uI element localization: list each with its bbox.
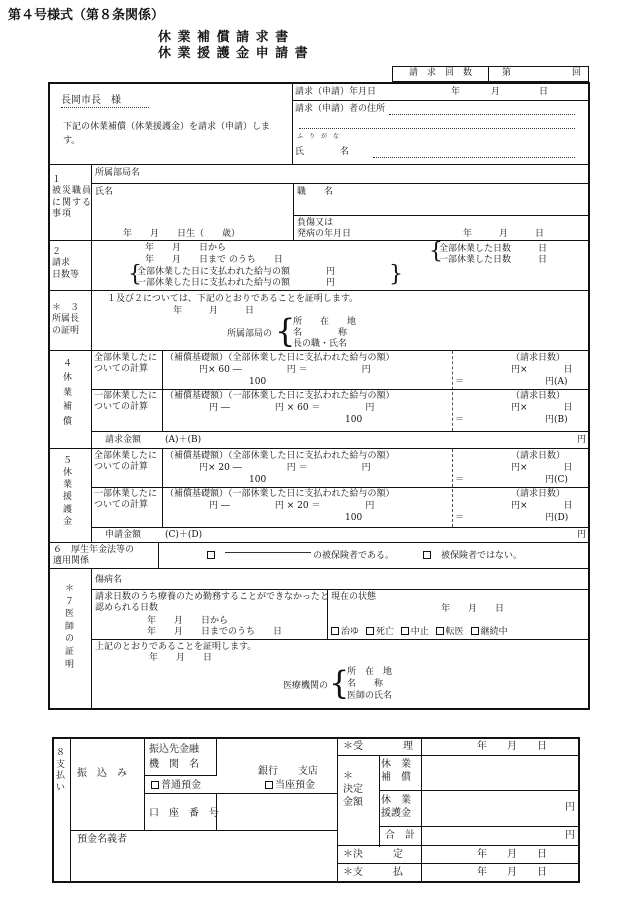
decided-label: ＊決 定 <box>343 849 403 860</box>
section-5 <box>49 449 589 543</box>
payment-method: 振 込 み <box>77 768 127 779</box>
current-deposit-checkbox[interactable] <box>265 781 273 789</box>
status-cured: 治ゆ <box>341 627 360 637</box>
inst-of-label: 医療機関の <box>283 681 329 691</box>
status-stopped-checkbox[interactable] <box>401 627 409 635</box>
claim-date-year[interactable]: 年 <box>451 87 461 97</box>
s5-part-right: 円× 日 <box>511 501 573 511</box>
s4-part-label: 一部休業したについての計算 <box>94 391 158 412</box>
status-died-checkbox[interactable] <box>366 627 374 635</box>
supp-unit: 円 <box>565 802 575 813</box>
claim-count-box <box>392 66 589 82</box>
current-deposit: 当座預金 <box>275 780 315 791</box>
status-label: 現在の状態 <box>331 592 377 602</box>
doctor-cert-date: 年 月 日 <box>149 653 213 663</box>
bank-label: 振込先金融 機 関 名 <box>149 744 199 770</box>
section-8 <box>53 738 579 882</box>
applicant-name-field[interactable] <box>373 157 575 158</box>
part-paid-amount: 一部休業した日に支払われた給与の額 円 <box>137 278 336 288</box>
addressee: 長岡市長 様 <box>61 95 121 106</box>
bank-branch: 銀行 支店 <box>258 766 318 777</box>
claim-count-prefix: 第 <box>502 68 512 78</box>
section-3-label: ＊ ３ 所属長 の証明 <box>52 303 80 336</box>
supp-label: 休 業 援護金 <box>381 795 411 819</box>
paid-label: ＊支 払 <box>343 867 403 878</box>
status-transferred: 転医 <box>445 627 464 637</box>
s4-part-formula: 円 ― 円 × 60 ＝ 円 <box>209 403 375 413</box>
period-from: 年 月 日から <box>145 243 227 253</box>
s5-full-formula: 円× 20 ― 円 ＝ 円 <box>199 463 371 473</box>
not-insured-text: 被保険者ではない。 <box>441 551 523 561</box>
section-2: ２ 請求 日数等 年 月 日から 年 月 日まで のうち 日 { 全部休業した日に支払われた給与の額 円 一部休業した日に支払われた給与の額 円 } { 全部休業した日数 日 一部休業した日数 日 <box>49 241 589 291</box>
s4-sum-unit: 円 <box>577 435 587 445</box>
absence-from: 年 月 日から <box>147 616 229 626</box>
intro-text: 下記の休業補償（休業援護金）を請求（申請）します。 <box>63 122 271 146</box>
s5-full-result: ＝ 円(C) <box>455 475 568 485</box>
applicant-address-label: 請求（申請）者の住所 <box>295 104 386 114</box>
s4-full-right: 円× 日 <box>511 365 573 375</box>
ordinary-deposit-checkbox[interactable] <box>151 781 159 789</box>
s5-sum-formula: (C)＋(D) <box>165 530 203 540</box>
section-5-label: ５ 休業援護金 <box>63 456 73 527</box>
s4-full-label: 全部休業したについての計算 <box>94 353 158 374</box>
dept-name: 名 称 <box>293 328 348 338</box>
ordinary-deposit: 普通預金 <box>161 780 201 791</box>
status-continuing: 継続中 <box>480 627 508 637</box>
s4-part-days-header: （請求日数） <box>511 391 566 401</box>
absence-days-label: 請求日数のうち療養のため勤務することができなかったと認められる日数 <box>95 592 330 614</box>
status-died: 死亡 <box>375 627 394 637</box>
s5-part-result: ＝ 円(D) <box>455 513 569 523</box>
s5-full-header: （補償基礎額）（全部休業した日に支払われた給与の額） <box>165 451 395 461</box>
doctor-cert-statement: 上記のとおりであることを証明します。 <box>95 642 257 652</box>
employee-name-label: 氏名 <box>95 187 114 197</box>
s5-sum-label: 申請金額 <box>105 530 142 540</box>
s4-part-header: （補償基礎額）（一部休業した日に支払われた給与の額） <box>165 391 395 401</box>
section-3-statement: １及び２については、下記のとおりであることを証明します。 <box>107 294 359 304</box>
status-cured-checkbox[interactable] <box>331 627 339 635</box>
dept-of-label: 所属部局の <box>227 329 273 339</box>
part-days: 一部休業した日数 日 <box>439 255 548 265</box>
s4-full-days-header: （請求日数） <box>511 353 566 363</box>
section-1-label: １ 被災職員に関する事項 <box>52 175 93 219</box>
section-4-label: ４ 休業補償 <box>63 359 73 427</box>
form-title-1: 休 業 補 償 請 求 書 <box>158 30 290 45</box>
doctor-name: 医師の氏名 <box>347 691 393 701</box>
claim-count-field[interactable] <box>489 67 589 82</box>
period-to: 年 月 日まで のうち 日 <box>145 255 283 265</box>
insured-checkbox[interactable] <box>207 551 215 559</box>
s5-full-denom: 100 <box>249 475 267 485</box>
s5-sum-unit: 円 <box>577 530 587 540</box>
total-unit: 円 <box>565 830 575 841</box>
s5-part-label: 一部休業したについての計算 <box>94 489 158 510</box>
s5-full-days-header: （請求日数） <box>511 451 566 461</box>
inst-name: 名 称 <box>347 679 384 689</box>
dept-label: 所属部局名 <box>95 168 141 178</box>
applicant-name-label: 氏 名 <box>295 147 350 157</box>
injury-date-label: 負傷又は 発病の年月日 <box>297 218 352 239</box>
status-options <box>331 627 508 638</box>
decided-amount-label: ＊ 決定 金額 <box>343 771 363 808</box>
s4-full-denom: 100 <box>249 377 267 387</box>
claim-count-suffix: 回 <box>571 68 581 78</box>
full-paid-amount: 全部休業した日に支払われた給与の額 円 <box>137 267 336 277</box>
section-3: ＊ ３ 所属長 の証明 １及び２については、下記のとおりであることを証明します。 年 月 日 所属部局の { 所 在 地 名 称 長の職・氏名 <box>49 291 589 351</box>
dept-address: 所 在 地 <box>293 317 357 327</box>
section-6-label: ６ 厚生年金法等の 適用関係 <box>53 545 135 566</box>
s4-part-result: ＝ 円(B) <box>455 415 568 425</box>
absence-to: 年 月 日までのうち 日 <box>147 627 283 637</box>
dept-chief: 長の職・氏名 <box>293 339 348 349</box>
account-number-label: 口 座 番 号 <box>149 808 219 819</box>
section-7: ＊ ７ 医師の証明 傷病名 請求日数のうち療養のため勤務することができなかったと認められる日数 年 月 日から 年 月 日までのうち 日 現在の状態 年 月 日 治ゆ 死亡 中止 転医 継続中 上記のとおりであることを証明します。 年 月 日 医療機関の { 所 在 地 名 称 医師の氏名 <box>49 569 589 709</box>
section-2-label: ２ 請求 日数等 <box>52 247 80 280</box>
status-continuing-checkbox[interactable] <box>471 627 479 635</box>
s4-sum-label: 請求金額 <box>105 435 142 445</box>
claim-date-day[interactable]: 日 <box>539 87 549 97</box>
form-title-2: 休 業 援 護 金 申 請 書 <box>158 46 309 61</box>
section-3-date: 年 月 日 <box>173 306 255 316</box>
full-days: 全部休業した日数 日 <box>439 244 548 254</box>
injury-date: 年 月 日 <box>463 229 545 239</box>
claim-date-month[interactable]: 月 <box>491 87 501 97</box>
section-6 <box>49 543 589 569</box>
section-8-label: ８ 支払い <box>56 748 66 794</box>
applicant-address-field[interactable] <box>389 114 575 115</box>
section-7-label: ＊ ７ 医師の証明 <box>65 584 75 670</box>
s5-part-header: （補償基礎額）（一部休業した日に支払われた給与の額） <box>165 489 395 499</box>
decided-date: 年 月 日 <box>477 849 547 860</box>
s5-full-label: 全部休業したについての計算 <box>94 451 158 472</box>
not-insured-checkbox[interactable] <box>423 551 431 559</box>
s5-part-days-header: （請求日数） <box>511 489 566 499</box>
s4-part-denom: 100 <box>345 415 363 425</box>
s4-part-right: 円× 日 <box>511 403 573 413</box>
comp-label: 休 業 補 償 <box>381 759 411 783</box>
claim-date-label: 請求（申請）年月日 <box>295 87 377 97</box>
received-label: ＊受 理 <box>343 741 413 752</box>
s5-part-denom: 100 <box>345 513 363 523</box>
section-1 <box>49 165 589 241</box>
applicant-block <box>293 83 589 165</box>
s5-full-right: 円× 日 <box>511 463 573 473</box>
disease-label: 傷病名 <box>95 575 123 585</box>
status-date: 年 月 日 <box>441 604 505 614</box>
position-label: 職 名 <box>297 187 334 197</box>
status-transferred-checkbox[interactable] <box>436 627 444 635</box>
s4-full-result: ＝ 円(A) <box>455 377 568 387</box>
account-holder-label: 預金名義者 <box>77 834 127 845</box>
form-number: 第４号様式（第８条関係） <box>8 8 165 23</box>
status-stopped: 中止 <box>410 627 429 637</box>
s4-sum-formula: (A)＋(B) <box>165 435 202 445</box>
insured-text: の被保険者である。 <box>313 551 395 561</box>
section-4 <box>49 351 589 449</box>
addressee-block <box>49 83 293 165</box>
s4-full-header: （補償基礎額）（全部休業した日に支払われた給与の額） <box>165 353 395 363</box>
s5-part-formula: 円 ― 円 × 20 ＝ 円 <box>209 501 375 511</box>
birth-date: 年 月 日生（ 歳） <box>123 229 241 239</box>
s4-full-formula: 円× 60 ― 円 ＝ 円 <box>199 365 371 375</box>
inst-address: 所 在 地 <box>347 667 393 677</box>
furigana-label: ふ り が な <box>297 133 340 140</box>
claim-count-label: 請 求 回 数 <box>393 67 489 82</box>
paid-date: 年 月 日 <box>477 867 547 878</box>
received-date: 年 月 日 <box>477 741 547 752</box>
total-label: 合 計 <box>385 830 415 841</box>
